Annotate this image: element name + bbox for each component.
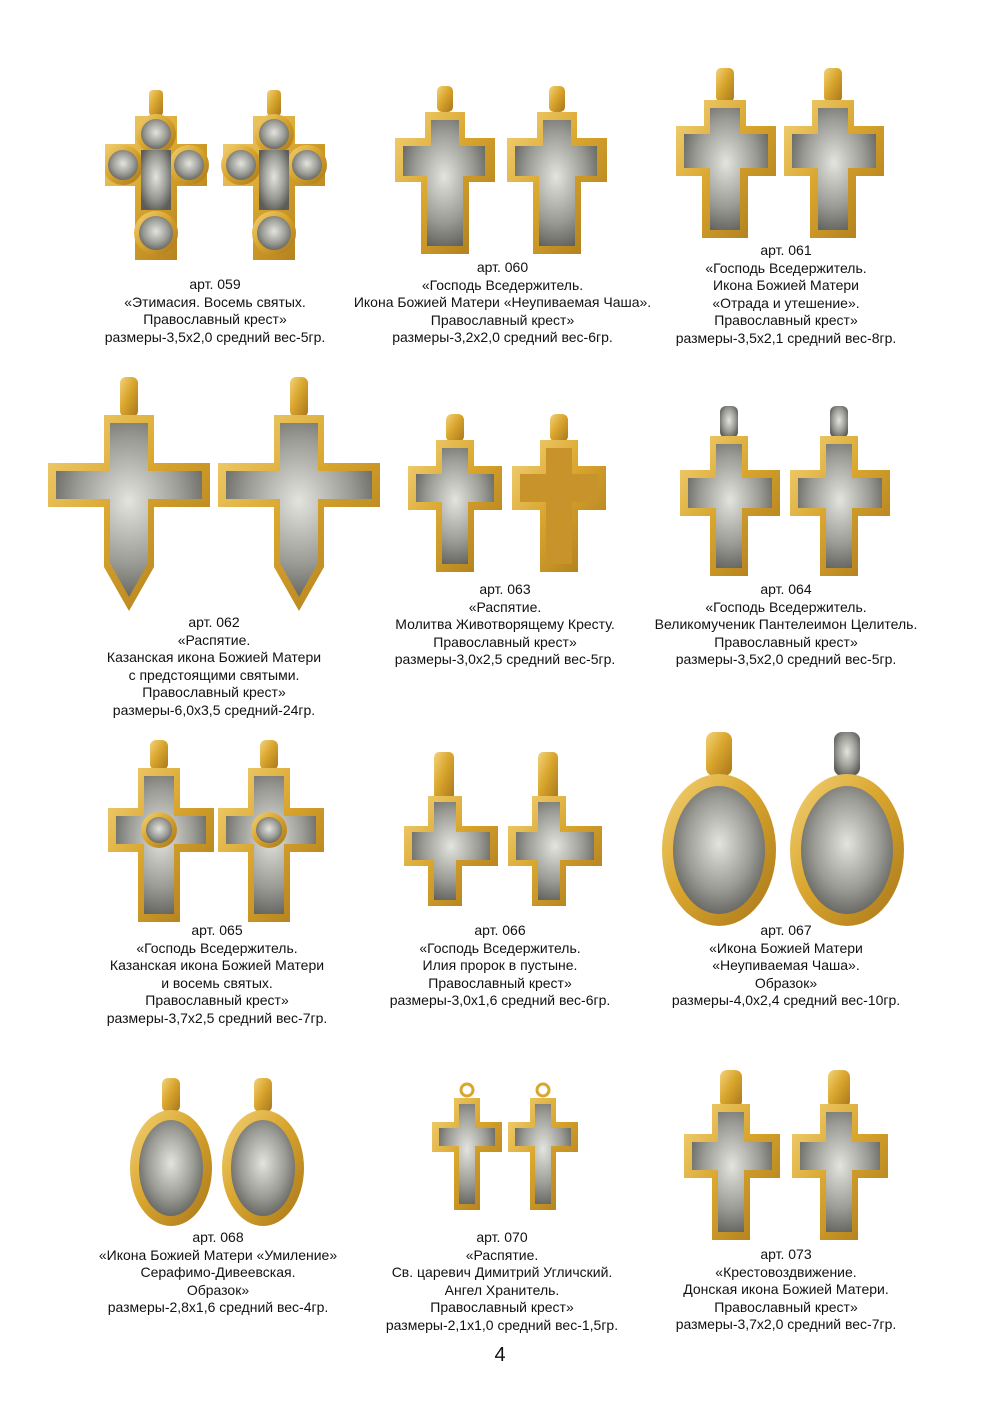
caption-line: «Неупиваемая Чаша». (712, 957, 860, 973)
caption-067 (636, 922, 936, 1010)
caption-line: «Распятие. (177, 631, 251, 648)
caption-art: арт. 073 (760, 1246, 812, 1262)
caption-line: Молитва Животворящему Кресту. (395, 616, 615, 632)
caption-line: Св. царевич Димитрий Угличский. (391, 1264, 613, 1280)
caption-line: размеры-3,5x2,0 средний вес-5гр. (104, 328, 326, 345)
caption-line: размеры-2,8x1,6 средний вес-4гр. (107, 1299, 329, 1315)
caption-art: арт. 061 (760, 242, 812, 258)
caption-line: Православный крест» (430, 311, 575, 328)
caption-line: размеры-3,0x2,5 средний вес-5гр. (394, 651, 616, 667)
caption-line: «Икона Божией Матери «Умиление» (98, 1246, 338, 1263)
caption-line: Икона Божией Матери «Неупиваемая Чаша». (353, 294, 652, 310)
caption-line: «Крестовоздвижение. (715, 1263, 857, 1280)
caption-art: арт. 067 (760, 922, 812, 938)
caption-line: Образок» (754, 974, 818, 991)
caption-line: размеры-2,1x1,0 средний вес-1,5гр. (385, 1316, 619, 1333)
caption-line: Великомученик Пантелеимон Целитель. (654, 616, 918, 632)
caption-line: Православный крест» (143, 311, 287, 327)
caption-line: «Распятие. (468, 598, 542, 615)
caption-art: арт. 070 (476, 1229, 528, 1245)
caption-line: «Господь Вседержитель. (136, 939, 298, 956)
caption-art: арт. 066 (474, 922, 526, 938)
caption-line: и восемь святых. (161, 974, 273, 991)
caption-line: «Икона Божией Матери (709, 939, 863, 956)
caption-art: арт. 059 (189, 276, 241, 292)
caption-line: Серафимо-Дивеевская. (140, 1264, 296, 1280)
caption-line: размеры-3,7x2,0 средний вес-7гр. (675, 1316, 897, 1332)
caption-066 (350, 922, 650, 1010)
caption-line: Православный крест» (428, 974, 572, 991)
caption-line: Православный крест» (714, 312, 858, 328)
caption-064 (626, 581, 946, 669)
caption-065 (62, 922, 372, 1027)
caption-line: Православный крест» (714, 633, 858, 650)
caption-line: Икона Божией Матери (713, 277, 859, 293)
caption-line: «Распятие. (465, 1246, 539, 1263)
caption-line: «Господь Вседержитель. (705, 259, 867, 276)
pendant-image-070 (432, 1082, 580, 1218)
caption-art: арт. 063 (479, 581, 531, 597)
caption-line: Православный крест» (142, 684, 286, 700)
caption-line: Образок» (186, 1281, 250, 1298)
caption-line: Казанская икона Божией Матери (106, 649, 322, 665)
caption-070 (352, 1229, 652, 1334)
caption-line: «Отрада и утешение». (712, 294, 860, 311)
page-number: 4 (494, 1344, 506, 1366)
caption-073 (636, 1246, 936, 1334)
caption-line: «Господь Вседержитель. (419, 939, 581, 956)
caption-059 (65, 276, 365, 346)
caption-line: Православный крест» (433, 633, 577, 650)
caption-line: с предстоящими святыми. (128, 666, 300, 683)
caption-060 (340, 259, 665, 347)
caption-art: арт. 062 (188, 614, 240, 630)
caption-line: Православный крест» (145, 992, 289, 1008)
caption-062 (64, 614, 364, 719)
caption-line: «Этимасия. Восемь святых. (124, 293, 306, 310)
pendant-image-066 (404, 750, 602, 910)
caption-line: «Господь Вседержитель. (705, 598, 867, 615)
pendant-image-064 (680, 404, 892, 579)
pendant-image-068 (130, 1076, 306, 1236)
caption-line: «Господь Вседержитель. (421, 276, 584, 293)
caption-art: арт. 064 (760, 581, 812, 597)
caption-art: арт. 068 (192, 1229, 244, 1245)
pendant-image-061 (676, 66, 886, 242)
caption-line: размеры-3,0x1,6 средний вес-6гр. (389, 992, 611, 1008)
pendant-image-067 (662, 730, 908, 930)
caption-line: Казанская икона Божией Матери (109, 957, 325, 973)
caption-line: размеры-3,5x2,1 средний вес-8гр. (675, 329, 897, 346)
caption-063 (355, 581, 655, 669)
caption-line: размеры-3,5x2,0 средний вес-5гр. (675, 651, 897, 667)
pendant-image-063 (408, 412, 608, 577)
pendant-image-060 (395, 84, 615, 264)
pendant-image-073 (684, 1068, 892, 1246)
pendant-image-065 (108, 738, 326, 924)
caption-line: размеры-6,0x3,5 средний-24гр. (112, 701, 316, 718)
caption-line: Донская икона Божией Матери. (683, 1281, 889, 1297)
caption-line: размеры-3,7x2,5 средний вес-7гр. (106, 1009, 328, 1026)
caption-line: Илия пророк в пустыне. (422, 957, 578, 973)
caption-line: Православный крест» (430, 1299, 574, 1315)
pendant-image-062 (48, 375, 382, 615)
pendant-image-059 (105, 88, 330, 268)
caption-068 (68, 1229, 368, 1317)
caption-art: арт. 060 (476, 259, 529, 275)
caption-art: арт. 065 (191, 922, 243, 938)
caption-line: Ангел Хранитель. (444, 1281, 560, 1298)
caption-line: размеры-4,0x2,4 средний вес-10гр. (671, 992, 901, 1008)
caption-line: Православный крест» (714, 1298, 858, 1315)
caption-line: размеры-3,2x2,0 средний вес-6гр. (392, 329, 613, 345)
caption-061 (636, 242, 936, 347)
